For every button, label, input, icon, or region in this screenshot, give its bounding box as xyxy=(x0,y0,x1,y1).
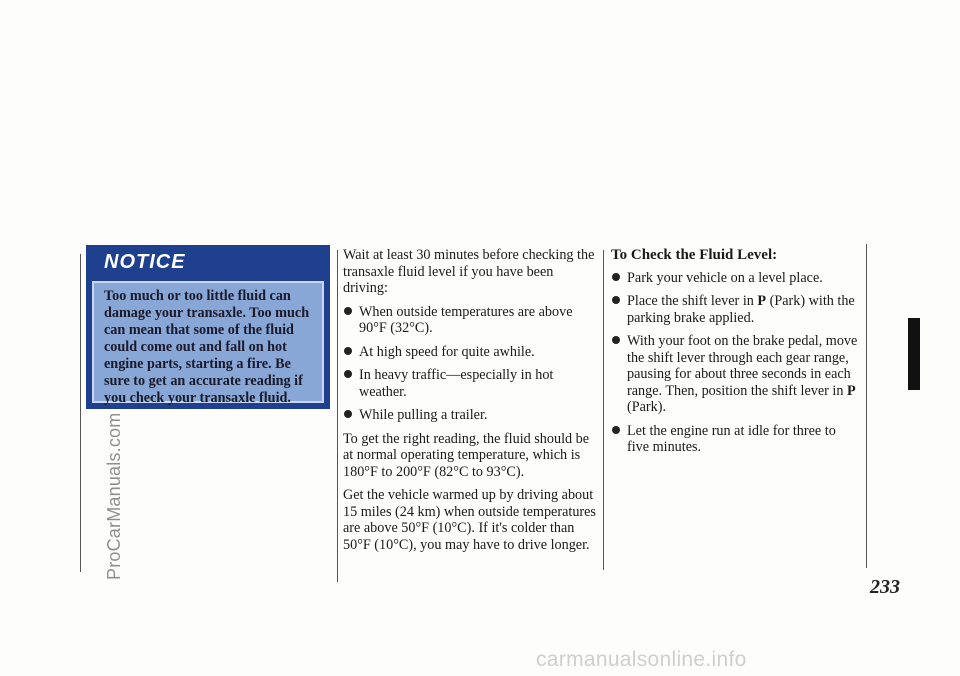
notice-title: NOTICE xyxy=(104,251,186,273)
middle-column xyxy=(343,247,599,560)
list-item-text: When outside temperatures are above 90°F (32°C). xyxy=(359,303,573,336)
bullet-icon xyxy=(612,296,620,304)
notice-text: Too much or too little fluid can damage your transaxle. Too much can mean that some of the fluid could come out and fall on hot engine parts, starting a fire. Be sure to get an accurate reading if you check your transaxle fluid. xyxy=(104,288,310,406)
bullet-icon xyxy=(344,347,352,355)
warmup-paragraph: Get the vehicle warmed up by driving about 15 miles (24 km) when outside temperatures are above 50°F (10°C). If it's colder than 50°F (10°C), you may have to drive longer. xyxy=(343,487,596,553)
list-item-text: With your foot on the brake pedal, move the shift lever through each gear range, pausing for about three seconds in each range. Then, position the shift lever in xyxy=(627,333,858,399)
list-item xyxy=(611,270,859,287)
column-divider-right xyxy=(603,250,604,570)
list-item xyxy=(343,344,599,361)
section-heading: To Check the Fluid Level: xyxy=(611,247,778,263)
list-item-text: In heavy traffic—especially in hot weather. xyxy=(359,367,554,400)
temperature-paragraph: To get the right reading, the fluid should be at normal operating temperature, which is 180°F to 200°F (82°C to 93°C). xyxy=(343,430,590,480)
list-item-text: While pulling a trailer. xyxy=(359,407,488,423)
side-watermark-text: ProCarManuals.com xyxy=(104,412,124,580)
list-item-text: Place the shift lever in xyxy=(627,293,758,309)
notice-body xyxy=(92,281,324,406)
column-divider-mid xyxy=(337,250,338,582)
list-item xyxy=(611,333,859,416)
bullet-icon xyxy=(612,273,620,281)
bullet-icon xyxy=(612,426,620,434)
list-item-text: Park your vehicle on a level place. xyxy=(627,269,823,286)
intro-paragraph: Wait at least 30 minutes before checking the transaxle fluid level if you have been driving: xyxy=(343,247,595,296)
park-letter: P xyxy=(757,293,767,309)
bullet-icon xyxy=(344,370,352,378)
park-letter: P xyxy=(847,382,856,399)
list-item-text: (Park) with the parking brake applied. xyxy=(627,293,855,326)
footer-watermark: carmanualsonline.info xyxy=(536,648,747,671)
right-column xyxy=(611,247,859,463)
bullet-icon xyxy=(612,336,620,344)
column-divider-far-right xyxy=(866,244,867,568)
list-item xyxy=(611,423,859,456)
list-item xyxy=(343,304,599,337)
bullet-icon xyxy=(344,307,352,315)
list-item xyxy=(343,407,599,424)
notice-box xyxy=(86,245,330,409)
list-item-text: Let the engine run at idle for three to five minutes. xyxy=(627,422,836,455)
column-divider-left xyxy=(80,254,81,572)
page-number: 233 xyxy=(870,576,900,598)
list-item-text: (Park). xyxy=(627,399,667,415)
section-tab-marker xyxy=(908,318,920,390)
list-item xyxy=(611,293,859,326)
list-item xyxy=(343,367,599,400)
list-item-text: At high speed for quite awhile. xyxy=(359,343,535,360)
bullet-icon xyxy=(344,410,352,418)
